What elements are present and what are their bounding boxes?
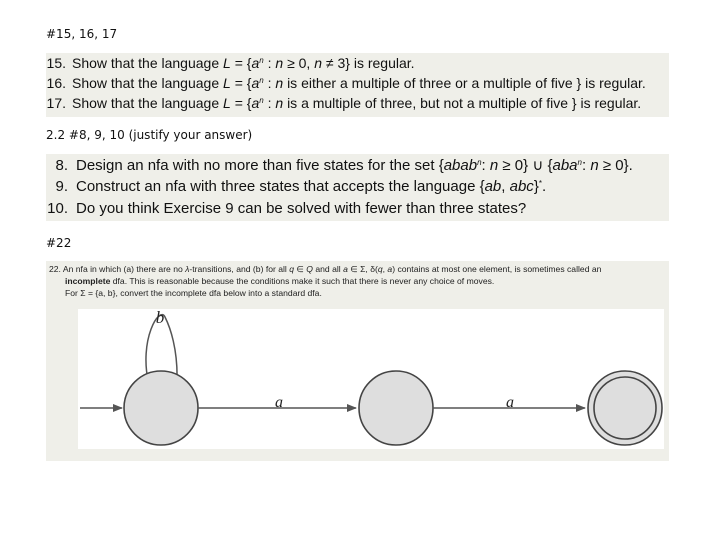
- exercise-10: 10. Do you think Exercise 9 can be solved with fewer than three states?: [47, 200, 527, 217]
- exercise-15: 15. Show that the language $L = \{a^n$ : n ≥ 0, n ≠ 3} is regular.: [46, 55, 415, 71]
- edge-label-a-1: a: [275, 394, 283, 411]
- state-accepting-inner: [594, 377, 656, 439]
- dfa-diagram: [78, 309, 664, 449]
- section-heading-15-17: #15, 16, 17: [46, 27, 118, 41]
- exercise-block-15-17: [46, 53, 669, 117]
- exercise-22-line-2: incomplete dfa. This is reasonable because the conditions make it such that there is never any choice of moves.: [65, 276, 495, 286]
- section-heading-2-2: 2.2 #8, 9, 10 (justify your answer): [46, 128, 253, 142]
- exercise-9: 9. Construct an nfa with three states that accepts the language {ab, abc}*.: [55, 178, 547, 195]
- exercise-8: 8. Design an nfa with no more than five states for the set {abab$^n$: n ≥ 0} ∪ {aba$^n$: n ≥ 0}.: [55, 157, 633, 174]
- section-heading-22: #22: [46, 236, 72, 250]
- exercise-22-line-1: 22. An nfa in which (a) there are no λ-transitions, and (b) for all q ∈ Q and all a ∈ Σ, δ(q, a) contains at most one element, is sometimes called an: [49, 264, 602, 274]
- exercise-block-8-10: [46, 154, 669, 221]
- loop-label-b: b: [155, 309, 165, 327]
- state-middle: [359, 371, 433, 445]
- exercise-16: 16. Show that the language $L = \{a^n$ : n is either a multiple of three or a multiple of five } is regular.: [46, 75, 646, 91]
- edge-label-a-2: a: [506, 394, 514, 411]
- state-start: [124, 371, 198, 445]
- dfa-diagram-panel: [78, 309, 664, 449]
- exercise-22-line-3: For Σ = {a, b}, convert the incomplete dfa below into a standard dfa.: [65, 288, 322, 298]
- exercise-17: 17. Show that the language $L = \{a^n$ : n is a multiple of three, but not a multiple of five } is regular.: [46, 95, 642, 111]
